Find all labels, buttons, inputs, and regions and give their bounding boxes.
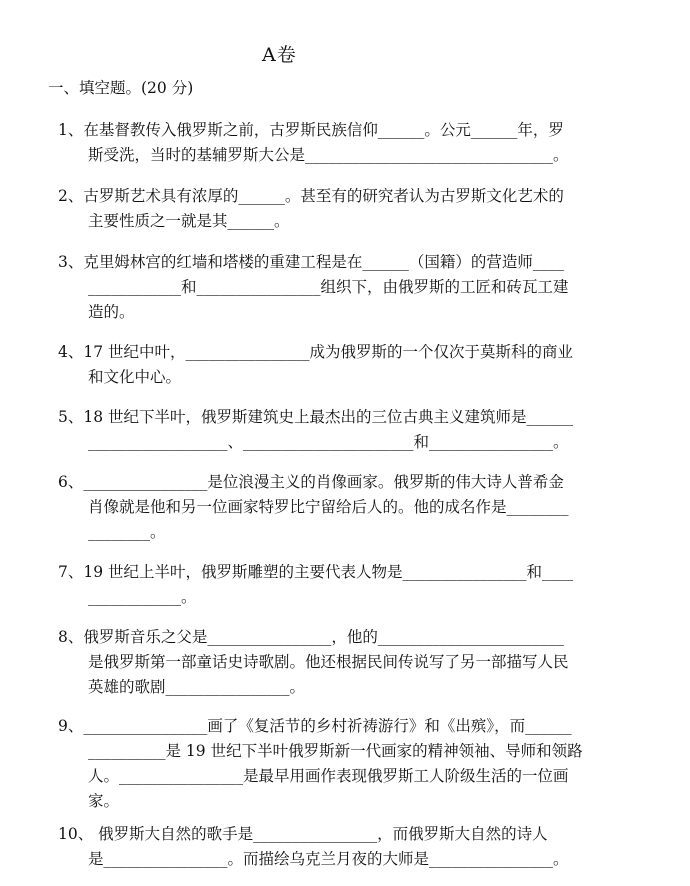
question-line: __________是 19 世纪下半叶俄罗斯新一代画家的精神领袖、导师和领路: [88, 742, 583, 760]
question-1: [58, 118, 623, 168]
question-line: 主要性质之一就是其______。: [88, 212, 290, 230]
question-line: 人。________________是最早用画作表现俄罗斯工人阶级生活的一位画: [88, 767, 569, 785]
question-9: [58, 714, 623, 814]
question-line: 斯受洗，当时的基辅罗斯大公是________________________________。: [88, 146, 569, 164]
question-line: 是俄罗斯第一部童话史诗歌剧。他还根据民间传说写了另一部描写人民: [88, 653, 569, 671]
question-3: [58, 250, 623, 325]
question-5: [58, 405, 623, 455]
question-line: 和文化中心。: [88, 368, 182, 386]
question-line: 英雄的歌剧________________。: [88, 678, 306, 696]
question-line: ____________。: [88, 588, 197, 606]
question-2: [58, 184, 623, 234]
question-line: 9、________________画了《复活节的乡村祈祷游行》和《出殡》，而______: [58, 717, 572, 735]
question-line: 8、俄罗斯音乐之父是________________，他的________________________: [58, 628, 564, 646]
question-line: 1、在基督教传入俄罗斯之前，古罗斯民族信仰______。公元______年，罗: [58, 121, 564, 139]
question-line: 肖像就是他和另一位画家特罗比宁留给后人的。他的成名作是________: [88, 498, 569, 516]
question-6: [58, 470, 623, 545]
question-line: 4、17 世纪中叶，________________成为俄罗斯的一个仅次于莫斯科的商业: [58, 343, 574, 361]
question-line: 2、古罗斯艺术具有浓厚的______。甚至有的研究者认为古罗斯文化艺术的: [58, 187, 564, 205]
question-line: __________________、______________________和________________。: [88, 433, 569, 451]
section-heading: 一、填空题。(20 分): [48, 79, 194, 97]
question-line: 造的。: [88, 303, 135, 321]
question-line: 6、________________是位浪漫主义的肖像画家。俄罗斯的伟大诗人普希金: [58, 473, 564, 491]
question-7: [58, 560, 623, 610]
question-line: 10、 俄罗斯大自然的歌手是________________，而俄罗斯大自然的诗人: [58, 825, 548, 843]
question-line: 家。: [88, 792, 120, 810]
question-4: [58, 340, 623, 390]
question-line: 3、克里姆林宫的红墙和塔楼的重建工程是在______（国籍）的营造师____: [58, 253, 564, 271]
question-line: ____________和________________组织下，由俄罗斯的工匠和砖瓦工建: [88, 278, 569, 296]
question-line: 5、18 世纪下半叶，俄罗斯建筑史上最杰出的三位古典主义建筑师是______: [58, 408, 574, 426]
paper-title: A卷: [262, 44, 297, 66]
question-line: ________。: [88, 523, 166, 541]
question-line: 7、19 世纪上半叶，俄罗斯雕塑的主要代表人物是________________和____: [58, 563, 574, 581]
question-10: [58, 822, 623, 872]
question-line: 是________________。而描绘乌克兰月夜的大师是________________。: [88, 850, 569, 868]
question-8: [58, 625, 623, 700]
